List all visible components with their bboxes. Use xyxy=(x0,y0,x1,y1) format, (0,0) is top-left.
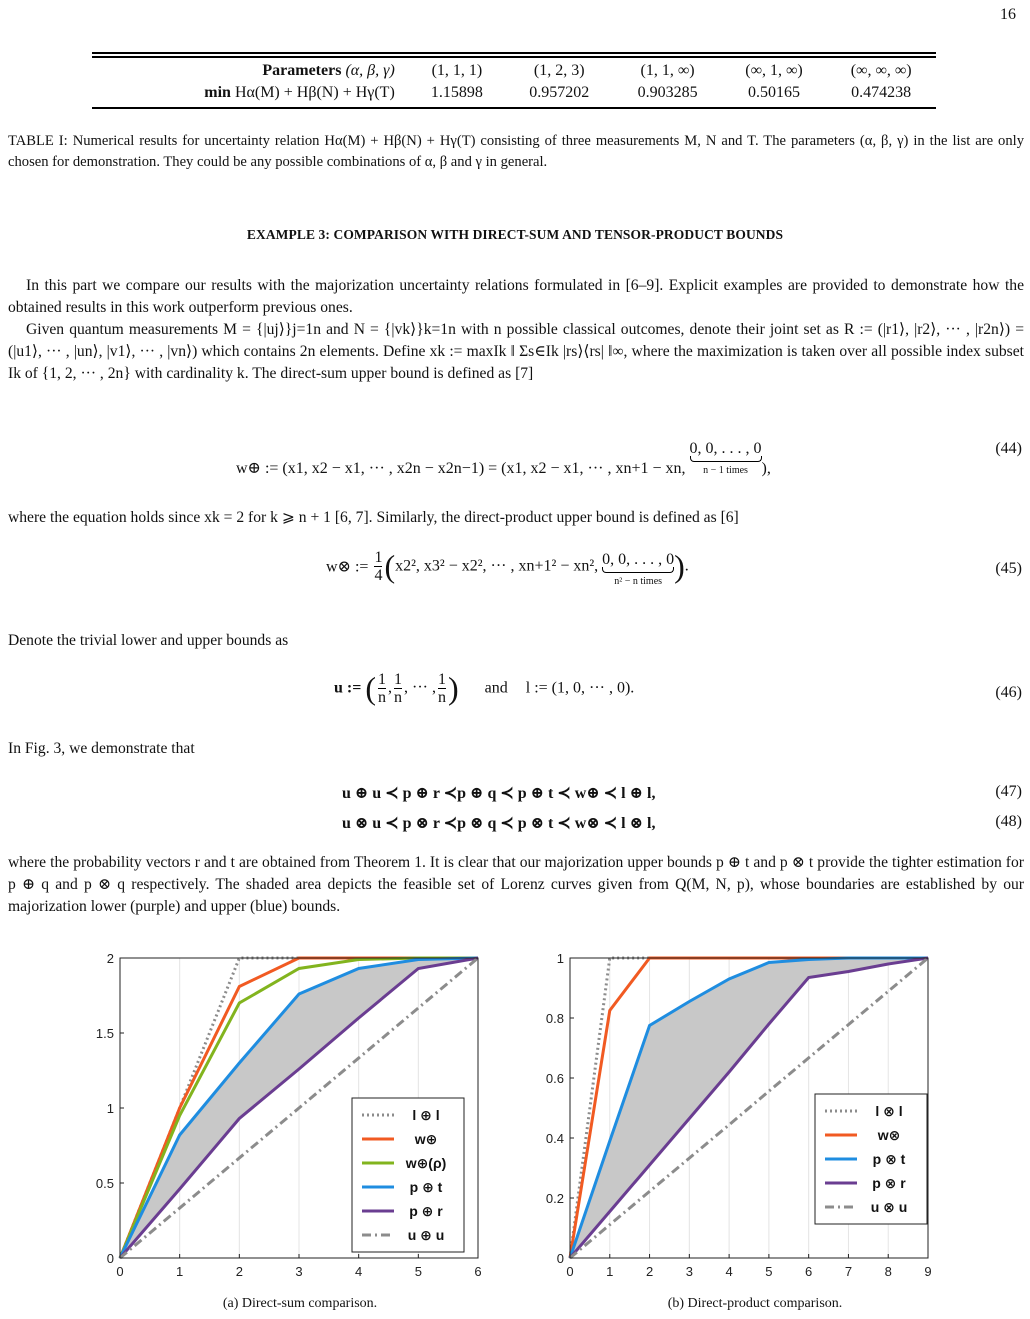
x-tick-label: 6 xyxy=(474,1264,482,1279)
equation-48: u ⊗ u ≺ p ⊗ r ≺p ⊗ q ≺ p ⊗ t ≺ w⊗ ≺ l ⊗ l, (48) xyxy=(342,813,1022,832)
x-tick-label: 0 xyxy=(116,1264,124,1279)
x-tick-label: 4 xyxy=(355,1264,363,1279)
figure-direct-sum xyxy=(90,948,510,1294)
legend-label: l ⊕ l xyxy=(412,1107,440,1123)
table-header-cell: min Hα(M) + Hβ(N) + Hγ(T) xyxy=(204,84,395,101)
results-table xyxy=(92,60,936,104)
paragraph-definitions: Given quantum measurements M = {|uj⟩}j=1n and N = {|vk⟩}k=1n with n possible classical outcomes, denote their joint set as R := (|r1⟩, |r2⟩, ··· , |r2n⟩) = (|u1⟩, ··· , |un⟩, |v1⟩, ··· , |vn⟩) which contains 2n elements. Define xk := maxIk ‖ Σs∈Ik |rs⟩⟨rs| ‖∞, where the maximization is taken over all possible index subset Ik of {1, 2, ··· , 2n} with cardinality k. The direct-sum upper bound is defined as [7] xyxy=(8,321,1024,382)
table-cell: (1, 2, 3) xyxy=(533,62,585,79)
equation-45: w⊗ := $\frac{1}{4}$ (x2², x3² − x2², ··· , xn+1² − xn², 0, 0, . . . , 0 n² − n times ). (45) xyxy=(326,548,1022,588)
table-cell: 0.50165 xyxy=(748,84,801,101)
legend-label: p ⊗ r xyxy=(872,1175,906,1191)
y-tick-label: 0.4 xyxy=(545,1131,564,1146)
figure-caption-a: (a) Direct-sum comparison. xyxy=(222,1296,378,1311)
y-tick-label: 0.6 xyxy=(545,1071,564,1086)
table-cell: (∞, ∞, ∞) xyxy=(850,62,912,79)
paragraph-fig-ref: In Fig. 3, we demonstrate that xyxy=(8,740,195,757)
x-tick-label: 6 xyxy=(805,1264,813,1279)
legend-label: p ⊕ t xyxy=(409,1179,443,1195)
legend-label: l ⊗ l xyxy=(875,1103,903,1119)
y-tick-label: 0.2 xyxy=(545,1191,564,1206)
x-tick-label: 1 xyxy=(176,1264,184,1279)
figure-direct-product xyxy=(540,948,960,1294)
equation-47: u ⊕ u ≺ p ⊕ r ≺p ⊕ q ≺ p ⊕ t ≺ w⊕ ≺ l ⊕ l, (47) xyxy=(342,783,1022,802)
underbrace: 0, 0, . . . , 0 n − 1 times xyxy=(689,440,762,476)
y-tick-label: 2 xyxy=(106,951,114,966)
table-cell: 0.957202 xyxy=(529,84,590,101)
equation-number: (44) xyxy=(995,440,1022,457)
y-tick-label: 0.5 xyxy=(95,1176,114,1191)
table-cell: (1, 1, ∞) xyxy=(640,62,695,79)
equation-44: w⊕ := (x1, x2 − x1, ··· , x2n − x2n−1) = (x1, x2 − x1, ··· , xn+1 − xn, 0, 0, . . . , 0 n − 1 times ), (44) xyxy=(236,440,1022,477)
table-top-rule xyxy=(92,52,936,54)
x-tick-label: 9 xyxy=(924,1264,932,1279)
table-cell: (∞, 1, ∞) xyxy=(745,62,803,79)
page-number: 16 xyxy=(1000,6,1016,23)
y-tick-label: 1.5 xyxy=(95,1026,114,1041)
y-tick-label: 1 xyxy=(106,1101,114,1116)
legend-label: w⊗ xyxy=(877,1127,901,1143)
legend-label: p ⊕ r xyxy=(409,1203,443,1219)
equation-number: (45) xyxy=(995,560,1022,577)
legend-label: p ⊗ t xyxy=(872,1151,906,1167)
legend-label: w⊕(ρ) xyxy=(405,1155,447,1171)
table-cell: (1, 1, 1) xyxy=(431,62,483,79)
table-header-cell: Parameters (α, β, γ) xyxy=(262,62,395,79)
equation-number: (48) xyxy=(995,813,1022,830)
y-tick-label: 0.8 xyxy=(545,1011,564,1026)
legend-label: w⊕ xyxy=(414,1131,438,1147)
x-tick-label: 0 xyxy=(566,1264,574,1279)
table-top-rule-2 xyxy=(92,56,936,58)
x-tick-label: 1 xyxy=(606,1264,614,1279)
equation-46: u := ( $\frac{1}{n}$ , $\frac{1}{n}$ , ··· , $\frac{1}{n}$ ) and l := (1, 0, ··· , 0). (46) xyxy=(334,670,1022,706)
table-row-values xyxy=(92,82,936,104)
y-tick-label: 0 xyxy=(106,1251,114,1266)
equation-number: (47) xyxy=(995,783,1022,800)
paragraph-conclusion: where the probability vectors r and t are obtained from Theorem 1. It is clear that our majorization upper bounds p ⊕ t and p ⊗ t provide the tighter estimation for p ⊕ q and p ⊗ q respectively. The shaded area depicts the feasible set of Lorenz curves given from Q(M, N, p), whose boundaries are established by our majorization lower (purple) and upper (blue) bounds. xyxy=(8,854,1024,915)
x-tick-label: 5 xyxy=(765,1264,773,1279)
x-tick-label: 2 xyxy=(645,1264,654,1279)
legend-label: u ⊗ u xyxy=(870,1199,908,1215)
x-tick-label: 7 xyxy=(844,1264,853,1279)
y-tick-label: 1 xyxy=(556,951,564,966)
table-cell: 0.474238 xyxy=(851,84,912,101)
paragraph-trivial: Denote the trivial lower and upper bounds as xyxy=(8,632,289,649)
underbrace: 0, 0, . . . , 0 n² − n times xyxy=(602,551,675,588)
table-cell: 1.15898 xyxy=(430,84,483,101)
x-tick-label: 2 xyxy=(235,1264,243,1279)
x-tick-label: 5 xyxy=(414,1264,422,1279)
y-tick-label: 0 xyxy=(556,1251,564,1266)
x-tick-label: 4 xyxy=(725,1264,733,1279)
paragraph-intro: In this part we compare our results with the majorization uncertainty relations formulated in [6–9]. Explicit examples are provided to demonstrate how the obtained results in this work outperform previous ones. xyxy=(8,277,1024,316)
table-cell: 0.903285 xyxy=(637,84,698,101)
paragraph-holds: where the equation holds since xk = 2 for k ⩾ n + 1 [6, 7]. Similarly, the direct-product upper bound is defined as [6] xyxy=(8,509,739,526)
x-tick-label: 8 xyxy=(884,1264,892,1279)
x-tick-label: 3 xyxy=(685,1264,693,1279)
table-bottom-rule xyxy=(92,107,936,109)
table-caption: TABLE I: Numerical results for uncertainty relation Hα(M) + Hβ(N) + Hγ(T) consisting of three measurements M, N and T. The parameters (α, β, γ) in the list are only chosen for demonstration. They could be any possible combinations of α, β and γ in general. xyxy=(8,133,1024,170)
x-tick-label: 3 xyxy=(295,1264,303,1279)
equation-number: (46) xyxy=(995,684,1022,701)
table-row-params xyxy=(92,60,936,82)
legend-label: u ⊕ u xyxy=(407,1227,445,1243)
section-title: EXAMPLE 3: COMPARISON WITH DIRECT-SUM AND TENSOR-PRODUCT BOUNDS xyxy=(246,227,784,242)
figure-caption-b: (b) Direct-product comparison. xyxy=(667,1296,843,1311)
